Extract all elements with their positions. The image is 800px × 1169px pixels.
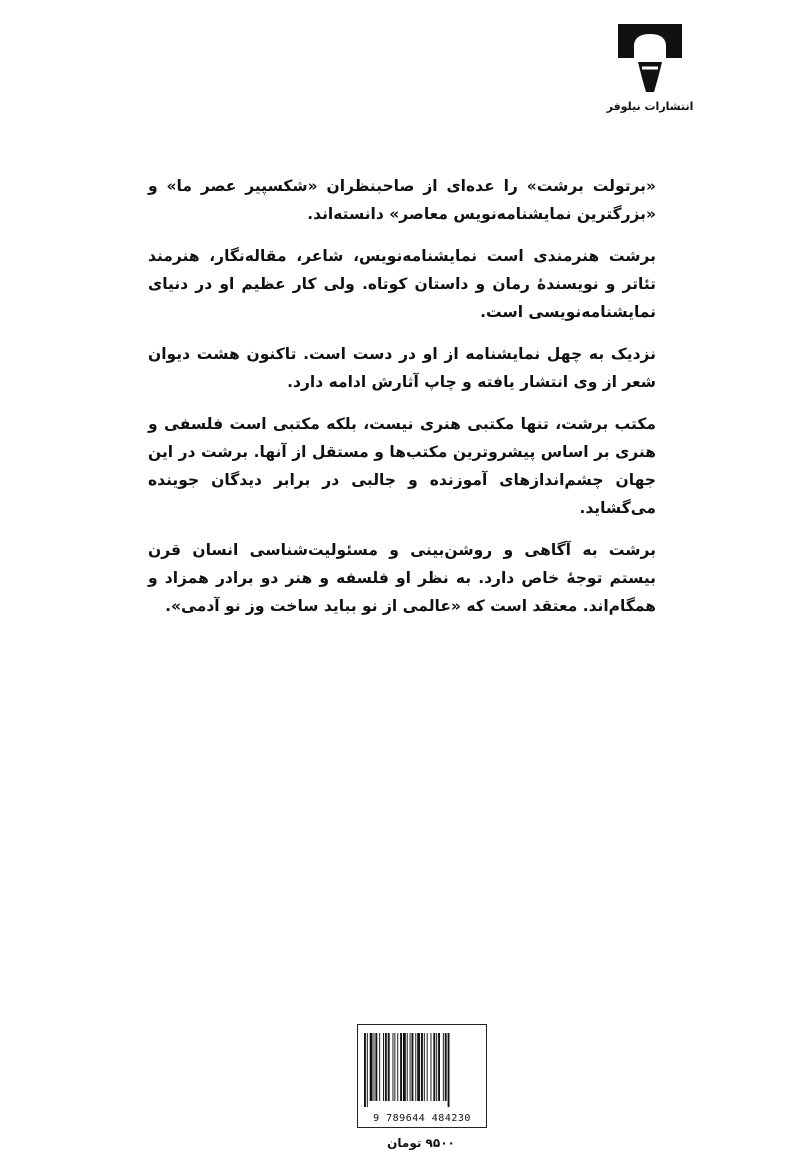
isbn-barcode — [357, 1024, 487, 1128]
publisher-logo — [600, 22, 700, 122]
back-cover-text — [148, 172, 656, 634]
isbn-number: 9 789644 484230 — [373, 1113, 471, 1124]
paragraph-5: برشت به آگاهی و روشن‌بینی و مسئولیت‌شناسی انسان قرن بیستم توجهٔ خاص دارد. به نظر او فلسفه و هنر دو برادر همزاد و همگام‌اند. معتقد است که «عالمی از نو بباید ساخت وز نو آدمی». — [148, 541, 656, 615]
publisher-name: انتشارات نیلوفر — [606, 100, 694, 113]
paragraph-4: مکتب برشت، تنها مکتبی هنری نیست، بلکه مکتبی است فلسفی و هنری بر اساس پیشروترین مکتب‌ها و مستقل از آنها. برشت در این جهان چشم‌اندازهای آموزنده و جالبی در برابر دیدگان جوینده می‌گشاید. — [148, 415, 656, 517]
barcode-bars-icon — [364, 1033, 480, 1107]
paragraph-1: «برتولت برشت» را عده‌ای از صاحبنظران «شکسپیر عصر ما» و «بزرگترین نمایشنامه‌نویس معاصر» دانسته‌اند. — [148, 177, 656, 223]
paragraph-3: نزدیک به چهل نمایشنامه از او در دست است. تاکنون هشت دیوان شعر از وی انتشار یافته و چاپ آثارش ادامه دارد. — [148, 345, 656, 391]
paragraph-2: برشت هنرمندی است نمایشنامه‌نویس، شاعر، مقاله‌نگار، هنرمند تئاتر و نویسندهٔ رمان و داستان کوتاه. ولی کار عظیم او در دنیای نمایشنامه‌نویسی است. — [148, 247, 656, 321]
publisher-emblem-icon — [616, 22, 684, 94]
price-label: ۹۵۰۰ تومان — [387, 1136, 455, 1150]
